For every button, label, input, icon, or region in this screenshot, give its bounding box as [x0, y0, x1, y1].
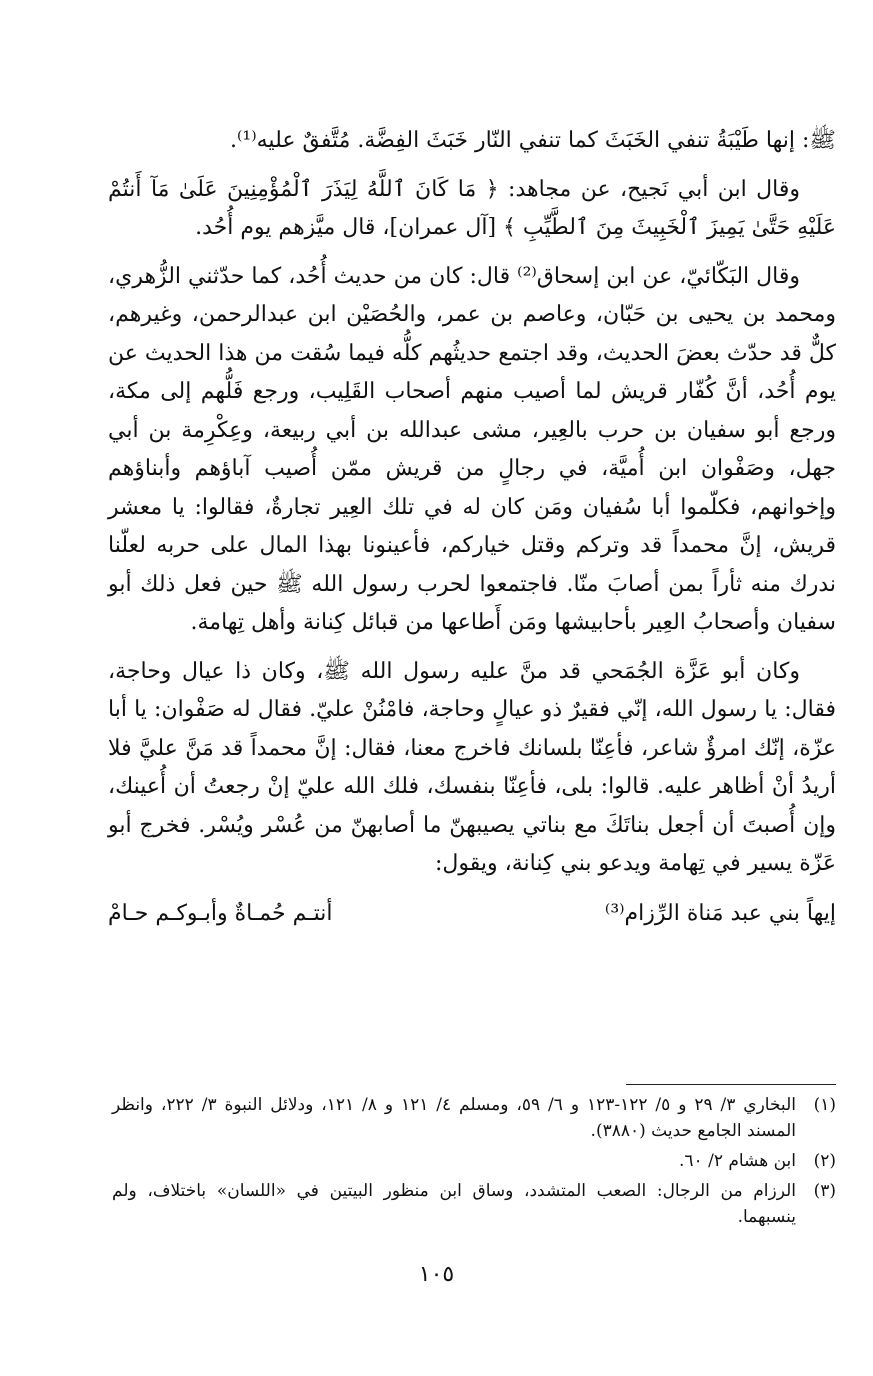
footnote-separator [626, 1084, 836, 1085]
poetry-verse [108, 894, 836, 934]
footnote-text: الرزام من الرجال: الصعب المتشدد، وساق ابن منظور البيتين في «اللسان» باختلاف، ولم ينسبهما. [112, 1181, 796, 1227]
footnote-text: البخاري ٣/ ٢٩ و ٥/ ١٢٢-١٢٣ و ٦/ ٥٩، ومسلم ٤/ ١٢١ و ٨/ ١٢١، ودلائل النبوة ٣/ ٢٢٢، وانظر المسند الجامع حديث (٣٨٨٠). [112, 1095, 796, 1141]
footnote-number: (٣) [813, 1181, 836, 1201]
paragraph-3: وقال البَكّائيّ، عن ابن إسحاق⁽²⁾ قال: كان من حديث أُحُد، كما حدّثني الزُّهري، ومحمد بن يحيى بن حَبّان، وعاصم بن عمر، والحُصَيْن ابن عبدالرحمن، وغيرهم، كلٌّ قد حدّث بعضَ الحديث، وقد اجتمع حديثُهم كلُّه فيما سُقت من هذا الحديث عن يوم أُحُد، أنَّ كُفّار قريش لما أصيب منهم أصحاب القَلِيب، ورجع فَلُّهم إلى مكة، ورجع أبو سفيان بن حرب بالعِير، مشى عبدالله بن أبي ربيعة، وعِكْرِمة بن أبي جهل، وصَفْوان ابن أُميَّة، في رجالٍ من قريش ممّن أُصيب آباؤهم وأبناؤهم وإخوانهم، فكلّموا أبا سُفيان ومَن كان له في تلك العِير تجارةٌ، فقالوا: يا معشر قريش، إنَّ محمداً قد وتركم وقتل خياركم، فأعينونا بهذا المال على حربه لعلّنا ندرك منه ثأراً بمن أصابَ منّا. فاجتمعوا لحرب رسول الله ﷺ حين فعل ذلك أبو سفيان وأصحابُ العِير بأحابيشها ومَن أَطاعها من قبائل كِنانة وأهل تِهامة. [108, 263, 837, 635]
paragraph-1: ﷺ: إنها طَيْبَةُ تنفي الخَبَثَ كما تنفي النّار خَبَثَ الفِضَّة. مُتَّفقٌ عليه⁽¹⁾. [230, 128, 836, 153]
footnote-2 [112, 1148, 836, 1174]
main-text [108, 122, 836, 934]
verse-second-hemistich: أنتـم حُمـاةٌ وأبـوكـم حـامْ [108, 900, 333, 926]
verse-first-hemistich: إيهاً بني عبد مَناة الرِّزام⁽³⁾ [604, 900, 836, 926]
footnote-3 [112, 1178, 836, 1230]
footnote-number: (٢) [813, 1151, 836, 1171]
page-number: ١٠٥ [418, 1262, 455, 1287]
paragraph-2: وقال ابن أبي نَجيح، عن مجاهد: ﴿ مَا كَانَ ٱللَّهُ لِيَذَرَ ٱلْمُؤْمِنِينَ عَلَىٰ مَآ أَنتُمْ عَلَيْهِ حَتَّىٰ يَمِيزَ ٱلْخَبِيثَ مِنَ ٱلطَّيِّبِ ﴾ [آل عمران]، قال ميَّزهم يوم أُحُد. [108, 176, 836, 240]
footnotes [112, 1092, 836, 1234]
footnote-1 [112, 1092, 836, 1144]
footnote-text: ابن هشام ٢/ ٦٠. [679, 1151, 796, 1171]
paragraph-4: وكان أبو عَزَّة الجُمَحي قد منَّ عليه رسول الله ﷺ، وكان ذا عيال وحاجة، فقال: يا رسول الله، إنّي فقيرٌ ذو عيالٍ وحاجة، فامْنُنْ عليّ. فقال له صَفْوان: يا أبا عزّة، إنّك امرؤٌ شاعر، فأعِنّا بلسانك فاخرج معنا، فقال: إنَّ محمداً قد مَنَّ عليَّ فلا أريدُ أنْ أظاهر عليه. قالوا: بلى، فأعِنّا بنفسك، فلك الله عليّ إنْ رجعتُ أن أُعينك، وإن أُصبتَ أن أجعل بناتَكَ مع بناتي يصيبهنّ ما أصابهنّ من عُسْر ويُسْر. فخرج أبو عَزّة يسير في تِهامة ويدعو بني كِنانة، ويقول: [108, 658, 836, 876]
footnote-number: (١) [813, 1095, 836, 1115]
